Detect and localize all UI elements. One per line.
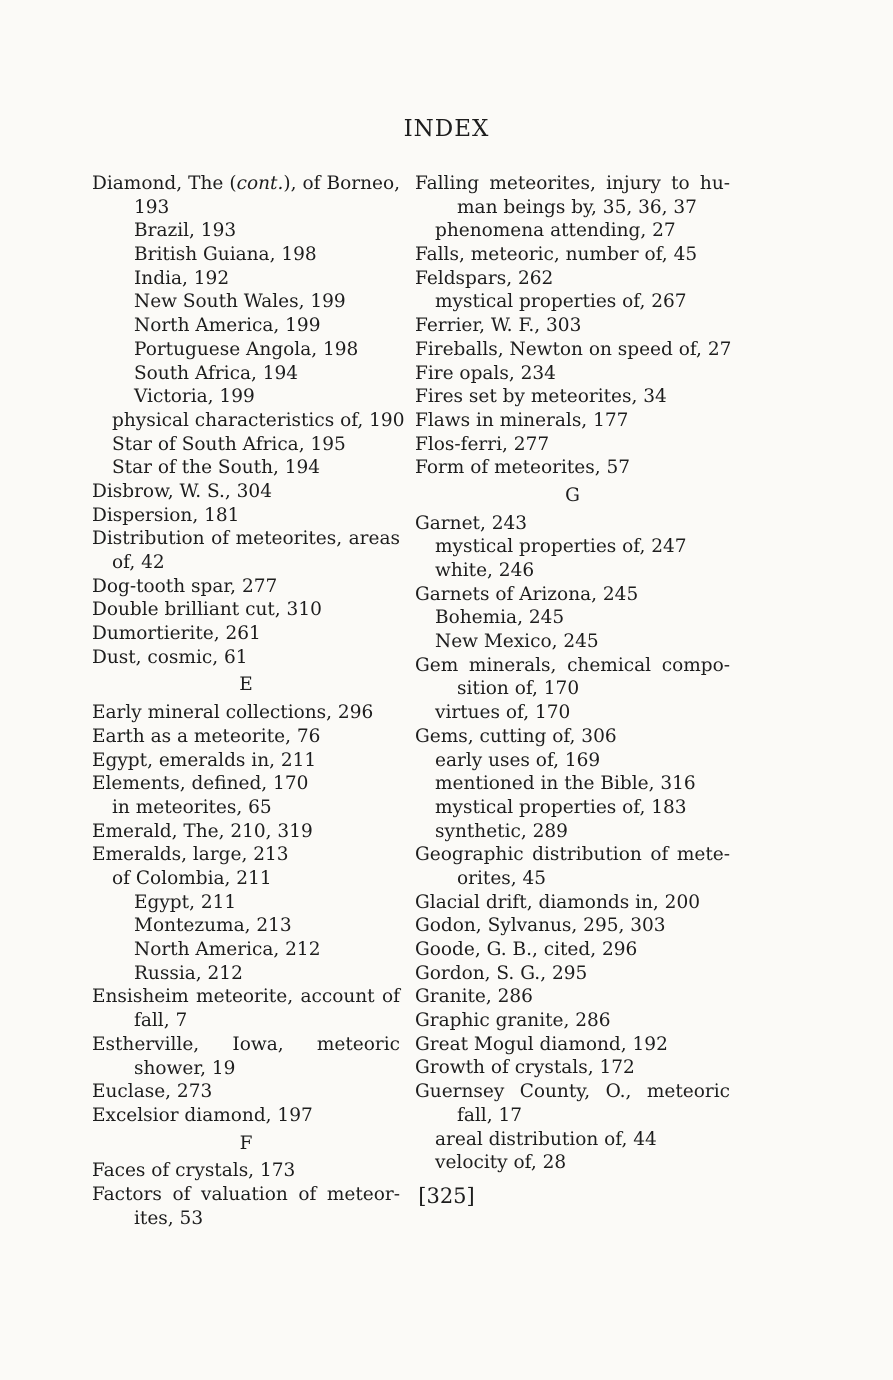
index-subentry: British Guiana, 198 [134, 244, 317, 266]
index-entry: Gordon, S. G., 295 [415, 962, 588, 984]
index-entry: Growth of crystals, 172 [415, 1057, 635, 1079]
index-entry: Early mineral collections, 296 [92, 702, 374, 724]
index-subentry: synthetic, 289 [435, 820, 568, 842]
index-entry: Elements, defined, 170 [92, 773, 309, 795]
index-subentry: North America, 199 [134, 315, 321, 337]
index-subentry: mystical properties of, 267 [435, 291, 687, 313]
index-entry: Estherville, Iowa, meteoric [92, 1033, 400, 1055]
index-entry: Dispersion, 181 [92, 504, 240, 526]
index-subentry: shower, 19 [134, 1057, 236, 1079]
section-letter-heading: E [239, 674, 253, 696]
index-subentry: ites, 53 [134, 1207, 204, 1229]
index-entry: Double brilliant cut, 310 [92, 599, 322, 621]
index-entry: Distribution of meteorites, areas [92, 528, 400, 550]
index-entry: Gems, cutting of, 306 [415, 725, 617, 747]
index-subentry: velocity of, 28 [435, 1152, 567, 1174]
index-subentry: Star of the South, 194 [112, 457, 321, 479]
index-subentry: Bohemia, 245 [435, 607, 565, 629]
index-entry: Earth as a meteorite, 76 [92, 725, 321, 747]
index-column-left [92, 172, 405, 1230]
index-entry: Garnet, 243 [415, 512, 528, 534]
index-subentry: physical characteristics of, 190 [112, 409, 405, 431]
index-subentry: Victoria, 199 [134, 386, 255, 408]
index-entry: Falling meteorites, injury to hu- [415, 173, 730, 194]
index-subentry: areal distribution of, 44 [435, 1128, 657, 1150]
index-subentry: South Africa, 194 [134, 362, 299, 384]
index-entry: Geographic distribution of mete- [415, 844, 730, 866]
index-entry: Flos-ferri, 277 [415, 433, 550, 455]
index-subentry: India, 192 [134, 267, 230, 289]
index-entry: Ferrier, W. F., 303 [415, 315, 582, 337]
index-subentry: mentioned in the Bible, 316 [435, 773, 696, 795]
index-entry: Excelsior diamond, 197 [92, 1104, 313, 1126]
index-subentry: mystical properties of, 183 [435, 796, 687, 818]
index-entry: Disbrow, W. S., 304 [92, 480, 272, 502]
index-subentry: sition of, 170 [457, 678, 580, 700]
index-subentry: fall, 17 [457, 1104, 523, 1126]
index-entry: Great Mogul diamond, 192 [415, 1033, 668, 1055]
index-entry: Dumortierite, 261 [92, 623, 261, 645]
index-subentry: New Mexico, 245 [435, 631, 599, 653]
index-entry: Gem minerals, chemical compo- [415, 654, 730, 676]
index-entry: Goode, G. B., cited, 296 [415, 939, 638, 961]
page-title: INDEX [403, 116, 490, 142]
index-subentry: phenomena attending, 27 [435, 220, 676, 242]
index-subentry: of, 42 [112, 552, 165, 574]
index-subentry: New South Wales, 199 [134, 291, 346, 313]
index-subentry: 193 [134, 196, 170, 218]
index-entry: Dog-tooth spar, 277 [92, 575, 278, 597]
index-entry: Feldspars, 262 [415, 267, 554, 289]
index-subentry: Brazil, 193 [134, 220, 237, 242]
index-subentry: in meteorites, 65 [112, 796, 272, 818]
index-subentry: Star of South Africa, 195 [112, 433, 346, 455]
index-entry: Faces of crystals, 173 [92, 1160, 296, 1182]
index-entry: Falls, meteoric, number of, 45 [415, 244, 698, 266]
index-column-right [415, 172, 730, 1175]
index-entry: Factors of valuation of meteor- [92, 1183, 400, 1205]
index-entry: Fire opals, 234 [415, 362, 556, 384]
index-entry: Form of meteorites, 57 [415, 457, 631, 479]
section-letter-heading: G [565, 484, 580, 506]
index-subentry: fall, 7 [134, 1010, 188, 1032]
index-subentry: virtues of, 170 [435, 702, 571, 724]
index-subentry: Montezuma, 213 [134, 915, 292, 937]
index-subentry: Egypt, 211 [134, 891, 237, 913]
index-subentry: early uses of, 169 [435, 749, 601, 771]
index-entry: Godon, Sylvanus, 295, 303 [415, 915, 666, 937]
index-entry: Graphic granite, 286 [415, 1010, 611, 1032]
index-subentry: man beings by, 35, 36, 37 [457, 196, 697, 218]
index-entry: Fires set by meteorites, 34 [415, 386, 667, 408]
index-subentry: orites, 45 [457, 867, 547, 889]
index-subentry: Russia, 212 [134, 962, 243, 984]
index-entry: Glacial drift, diamonds in, 200 [415, 891, 700, 913]
section-letter-heading: F [239, 1132, 253, 1154]
index-entry: Fireballs, Newton on speed of, 27 [415, 338, 732, 360]
index-entry: Dust, cosmic, 61 [92, 646, 248, 668]
index-subentry: North America, 212 [134, 939, 321, 961]
index-entry: Flaws in minerals, 177 [415, 409, 629, 431]
index-subentry: of Colombia, 211 [112, 867, 272, 889]
index-entry: Emerald, The, 210, 319 [92, 820, 313, 842]
index-subentry: Portuguese Angola, 198 [134, 338, 359, 360]
index-entry: Ensisheim meteorite, account of [92, 986, 400, 1008]
index-entry: Granite, 286 [415, 986, 533, 1008]
index-entry: Garnets of Arizona, 245 [415, 583, 639, 605]
index-entry: Egypt, emeralds in, 211 [92, 749, 317, 771]
index-entry: Diamond, The (cont.), of Borneo, [92, 173, 400, 194]
index-subentry: mystical properties of, 247 [435, 536, 687, 558]
page-number: [325] [418, 1184, 475, 1208]
index-subentry: white, 246 [435, 560, 535, 582]
index-entry: Emeralds, large, 213 [92, 844, 289, 866]
index-entry: Euclase, 273 [92, 1081, 213, 1103]
index-entry: Guernsey County, O., meteoric [415, 1081, 730, 1103]
